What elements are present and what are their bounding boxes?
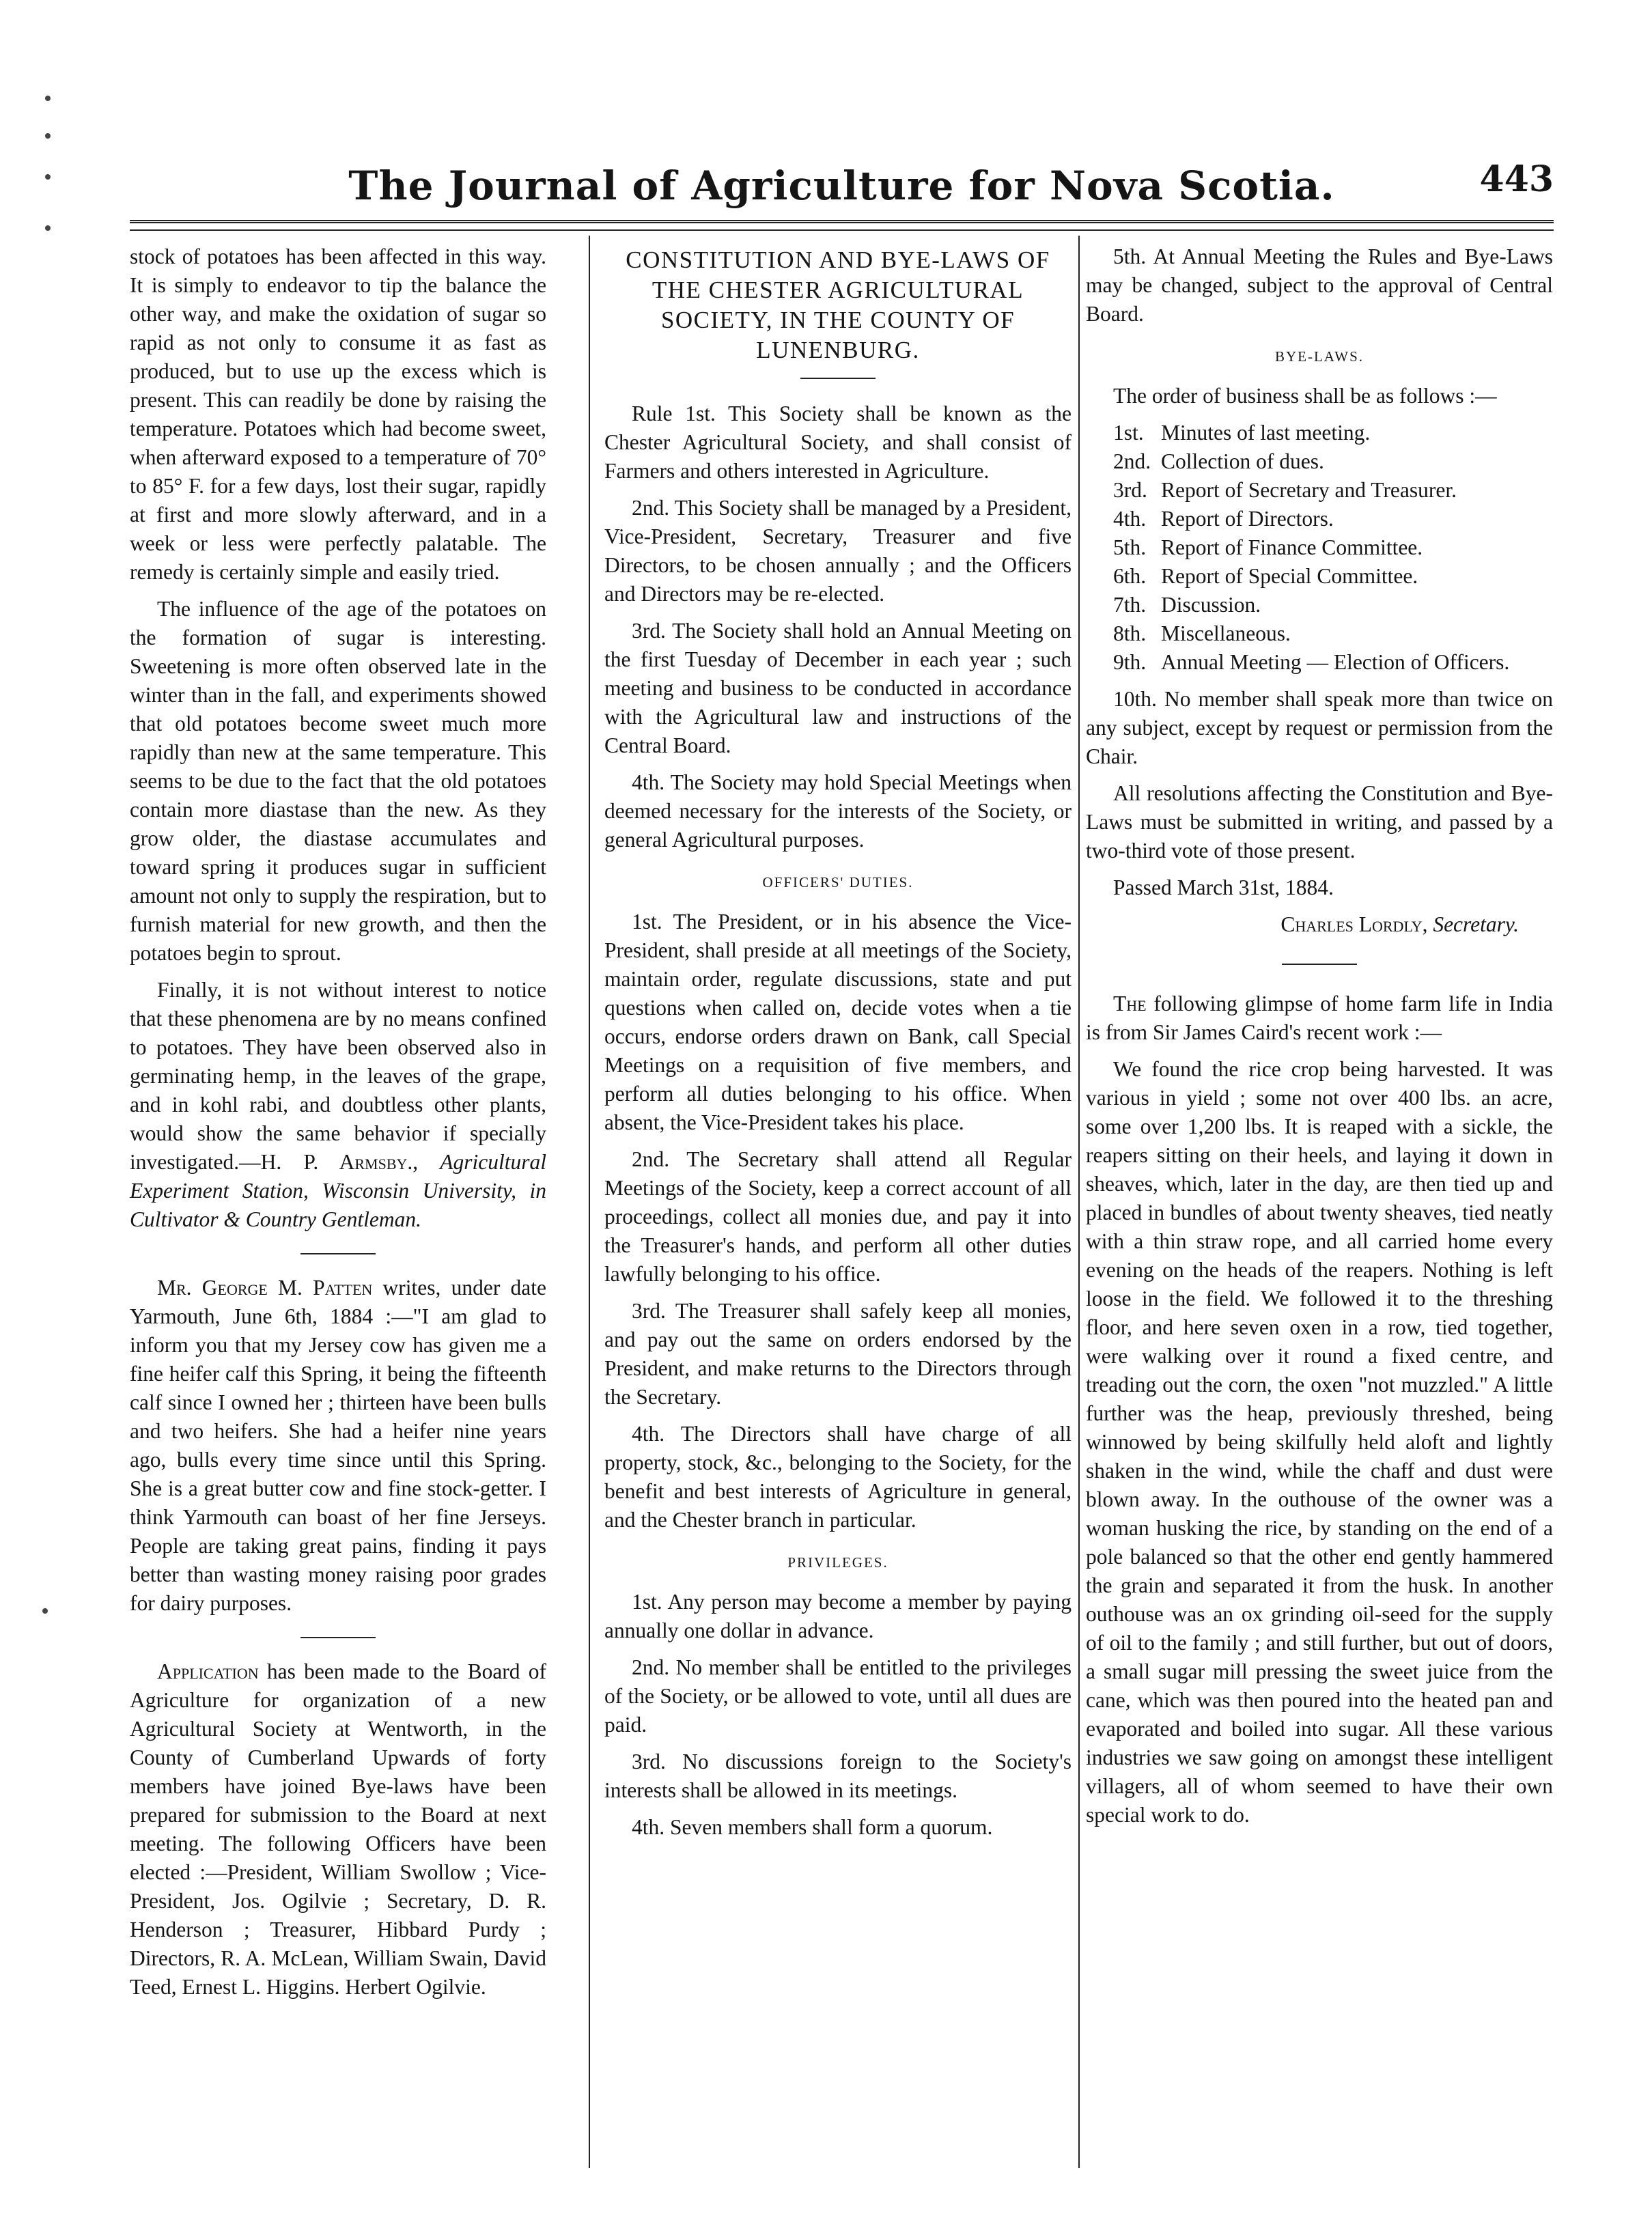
potato-paragraph: The influence of the age of the potatoes on the formation of sugar is interesting. Sweetening is more often observed late in the winter than in the fall, and experiments showed that old potatoes become sweet much more rapidly than new at the same temperature. This seems to be due to the fact that the old potatoes contain more diastase than the new. As they grow older, the diastase accumulates and toward spring it produces sugar in sufficient amount not only to supply the respiration, but to furnish material for new growth, and then the potatoes begin to sprout. (130, 597, 546, 965)
section-separator (300, 1253, 376, 1254)
duty-paragraph: 1st. The President, or in his absence the Vice-President, shall preside at all meetings of the Society, maintain order, regulate discussions, state and put questions when called on, decide votes when a tie occurs, endorse orders drawn on Bank, call Special Meetings on a requisition of five members, and perform all duties belonging to his office. When absent, the Vice-President takes his place. (604, 910, 1072, 1134)
india-paragraph: We found the rice crop being harvested. It was various in yield ; some not over 400 lbs. an acre, some over 1,200 lbs. It is reaped with a sickle, the reapers sitting on their heels, and laying it down in sheaves, which, later in the day, are then tied up and placed in bundles of about twenty sheaves, tied neatly with a thin straw rope, and all carried home every evening on the heads of the reapers. Nothing is left loose in the field. We followed it to the threshing floor, and here seven oxen in a row, tied together, were walking over it round a fixed centre, and treading out the corn, the oxen "not muzzled." A little further was the heap, previously threshed, being winnowed by being skilfully held aloft and lightly shaken in the wind, while the chaff and dust were blown away. In the outhouse of the owner was a woman husking the rice, by standing on the end of a pole balanced so that the other end gently hammered the grain and separated it from the husk. In another outhouse was an ox grinding oil-seed for the supply of oil to the family ; and still further, but out of doors, a small sugar mill pressing the sweet juice from the cane, which was then poured into the heated pan and evaporated and boiled into sugar. All these various industries we saw going on amongst these intelligent villagers, all of whom seemed to have their own special work to do. (1086, 1057, 1553, 1827)
list-item (1086, 419, 1553, 447)
list-number: 4th. (1113, 507, 1147, 531)
list-text: Minutes of last meeting. (1161, 421, 1371, 445)
india-intro (1086, 990, 1553, 1047)
list-number: 8th. (1113, 621, 1147, 645)
list-item (1086, 619, 1553, 648)
list-text: Miscellaneous. (1161, 621, 1291, 645)
list-item (1086, 476, 1553, 505)
list-text: Annual Meeting — Election of Officers. (1161, 650, 1510, 674)
column-right (1086, 242, 1553, 1838)
source-citation: Agricultural Experiment Station, Wisconsin University, in Cultivator & Country Gentleman. (130, 1150, 546, 1231)
duty-paragraph: 3rd. The Treasurer shall safely keep all monies, and pay out the same on orders endorsed by the President, and make returns to the Directors through the Secretary. (604, 1299, 1072, 1409)
column-left (130, 242, 546, 2010)
page-header (130, 130, 1554, 219)
rule-paragraph: 10th. No member shall speak more than twice on any subject, except by request or permission from the Chair. (1086, 687, 1553, 768)
list-number: 5th. (1113, 535, 1147, 559)
duty-paragraph: 2nd. The Secretary shall attend all Regular Meetings of the Society, keep a correct account of all proceedings, collect all monies due, and pay it into the Treasurer's hands, and perform all other duties lawfully belonging to his office. (604, 1147, 1072, 1286)
signer-name: Charles Lordly, (1280, 912, 1428, 936)
privilege-paragraph: 5th. At Annual Meeting the Rules and Bye-Laws may be changed, subject to the approval of Central Board. (1086, 244, 1553, 326)
privilege-paragraph: 2nd. No member shall be entitled to the privileges of the Society, or be allowed to vote, until all dues are paid. (604, 1655, 1072, 1737)
margin-speck (42, 1608, 48, 1614)
list-text: Collection of dues. (1161, 449, 1324, 473)
section-subheading: PRIVILEGES. (787, 1554, 888, 1571)
column-divider (1078, 236, 1080, 2168)
list-number: 3rd. (1113, 478, 1147, 502)
potato-paragraph: stock of potatoes has been affected in this way. It is simply to endeavor to tip the balance the other way, and make the oxidation of sugar so rapid as not only to consume it as fast as produced, but to use up the excess which is present. This can readily be done by raising the temperature. Potatoes which had become sweet, when afterward exposed to a temperature of 70° to 85° F. for a few days, lost their sugar, rapidly at first and more slowly afterward, and in a week or less were perfectly palatable. The remedy is certainly simple and easily tried. (130, 244, 546, 584)
header-rule (130, 229, 1554, 231)
section-separator (1282, 964, 1357, 965)
order-of-business-list (1086, 419, 1553, 677)
author-name: H. P. Armsby., (260, 1150, 419, 1174)
lead-name: Mr. George M. Patten (157, 1276, 373, 1300)
list-item (1086, 562, 1553, 591)
privilege-paragraph: 4th. Seven members shall form a quorum. (632, 1815, 993, 1839)
list-item (1086, 447, 1553, 476)
list-text: Report of Finance Committee. (1161, 535, 1423, 559)
rule-paragraph: 2nd. This Society shall be managed by a President, Vice-President, Secretary, Treasurer and five Directors, to be chosen annually ; and the Officers and Directors may be re-elected. (604, 496, 1072, 606)
lead-word: Application (157, 1659, 259, 1683)
column-middle (604, 242, 1072, 1850)
list-item (1086, 505, 1553, 533)
list-number: 1st. (1113, 421, 1144, 445)
list-text: Discussion. (1161, 593, 1261, 617)
list-item (1086, 591, 1553, 619)
list-number: 6th. (1113, 564, 1147, 588)
list-text: Report of Secretary and Treasurer. (1161, 478, 1457, 502)
section-separator (800, 378, 876, 379)
margin-speck (45, 174, 51, 180)
list-number: 2nd. (1113, 449, 1151, 473)
margin-speck (45, 133, 51, 139)
paragraph-text: Finally, it is not without interest to notice that these phenomena are by no means confined to potatoes. They have been observed also in germinating hemp, in the leaves of the grape, and in kohl rabi, and doubtless other plants, would show the same behavior if specially investigated.— (130, 978, 546, 1174)
rule-paragraph: Rule 1st. This Society shall be known as the Chester Agricultural Society, and shall consist of Farmers and others interested in Agriculture. (604, 402, 1072, 483)
rule-paragraph: 4th. The Society may hold Special Meetings when deemed necessary for the interests of the Society, or general Agricultural purposes. (604, 770, 1072, 852)
paragraph-text: writes, under date Yarmouth, June 6th, 1884 :—"I am glad to inform you that my Jersey cow has given me a fine heifer calf this Spring, it being the fifteenth calf since I owned her ; thirteen have been bulls and two heifers. She had a heifer nine years ago, bulls every time since until this Spring. She is a great butter cow and fine stock-getter. I think Yarmouth can boast of her fine Jerseys. People are taking great pains, finding it pays better than wasting money raising poor grades for dairy purposes. (130, 1276, 547, 1615)
column-divider (589, 236, 590, 2168)
margin-speck (45, 225, 51, 231)
header-rule (130, 220, 1554, 223)
list-item (1086, 533, 1553, 562)
list-number: 7th. (1113, 593, 1147, 617)
margin-speck (45, 96, 51, 101)
section-subheading: OFFICERS' DUTIES. (762, 874, 914, 890)
list-text: Report of Directors. (1161, 507, 1334, 531)
duty-paragraph: 4th. The Directors shall have charge of all property, stock, &c., belonging to the Society, for the benefit and best interests of Agriculture in general, and the Chester branch in particular. (604, 1422, 1072, 1532)
journal-title: The Journal of Agriculture for Nova Scotia. (348, 163, 1335, 209)
byelaws-intro: The order of business shall be as follows :— (1113, 384, 1497, 408)
signer-title: Secretary. (1433, 912, 1519, 936)
resolutions-paragraph: All resolutions affecting the Constitution and Bye-Laws must be submitted in writing, and passed by a two-third vote of those present. (1086, 781, 1553, 862)
application-paragraph (130, 1657, 546, 2002)
list-text: Report of Special Committee. (1161, 564, 1418, 588)
list-item (1086, 648, 1553, 677)
paragraph-text: has been made to the Board of Agriculture for organization of a new Agricultural Society at Wentworth, in the County of Cumberland Upwards of forty members have joined Bye-laws have been prepared for submission to the Board at next meeting. The following Officers have been elected :—President, William Swollow ; Vice-President, Jos. Ogilvie ; Secretary, D. R. Henderson ; Treasurer, Hibbard Purdy ; Directors, R. A. McLean, William Swain, David Teed, Ernest L. Higgins. Herbert Ogilvie. (130, 1659, 546, 1999)
page-number: 443 (1479, 158, 1554, 200)
article-heading: CONSTITUTION AND BYE-LAWS OF THE CHESTER AGRICULTURAL SOCIETY, IN THE COUNTY OF LUNENBURG. (626, 247, 1050, 363)
signature-line (1086, 910, 1553, 939)
privilege-paragraph: 3rd. No discussions foreign to the Society's interests shall be allowed in its meetings. (604, 1750, 1072, 1802)
rule-paragraph: 3rd. The Society shall hold an Annual Meeting on the first Tuesday of December in each year ; such meeting and business to be conducted in accordance with the Agricultural law and instructions of the Central Board. (604, 619, 1072, 757)
passed-date: Passed March 31st, 1884. (1113, 875, 1334, 899)
lead-word: The (1113, 992, 1147, 1015)
paragraph-text: following glimpse of home farm life in India is from Sir James Caird's recent work :— (1086, 992, 1553, 1044)
section-subheading: BYE-LAWS. (1274, 348, 1364, 365)
list-number: 9th. (1113, 650, 1147, 674)
privilege-paragraph: 1st. Any person may become a member by paying annually one dollar in advance. (604, 1590, 1072, 1642)
section-separator (300, 1637, 376, 1638)
patten-paragraph (130, 1274, 546, 1618)
potato-paragraph (130, 976, 546, 1234)
